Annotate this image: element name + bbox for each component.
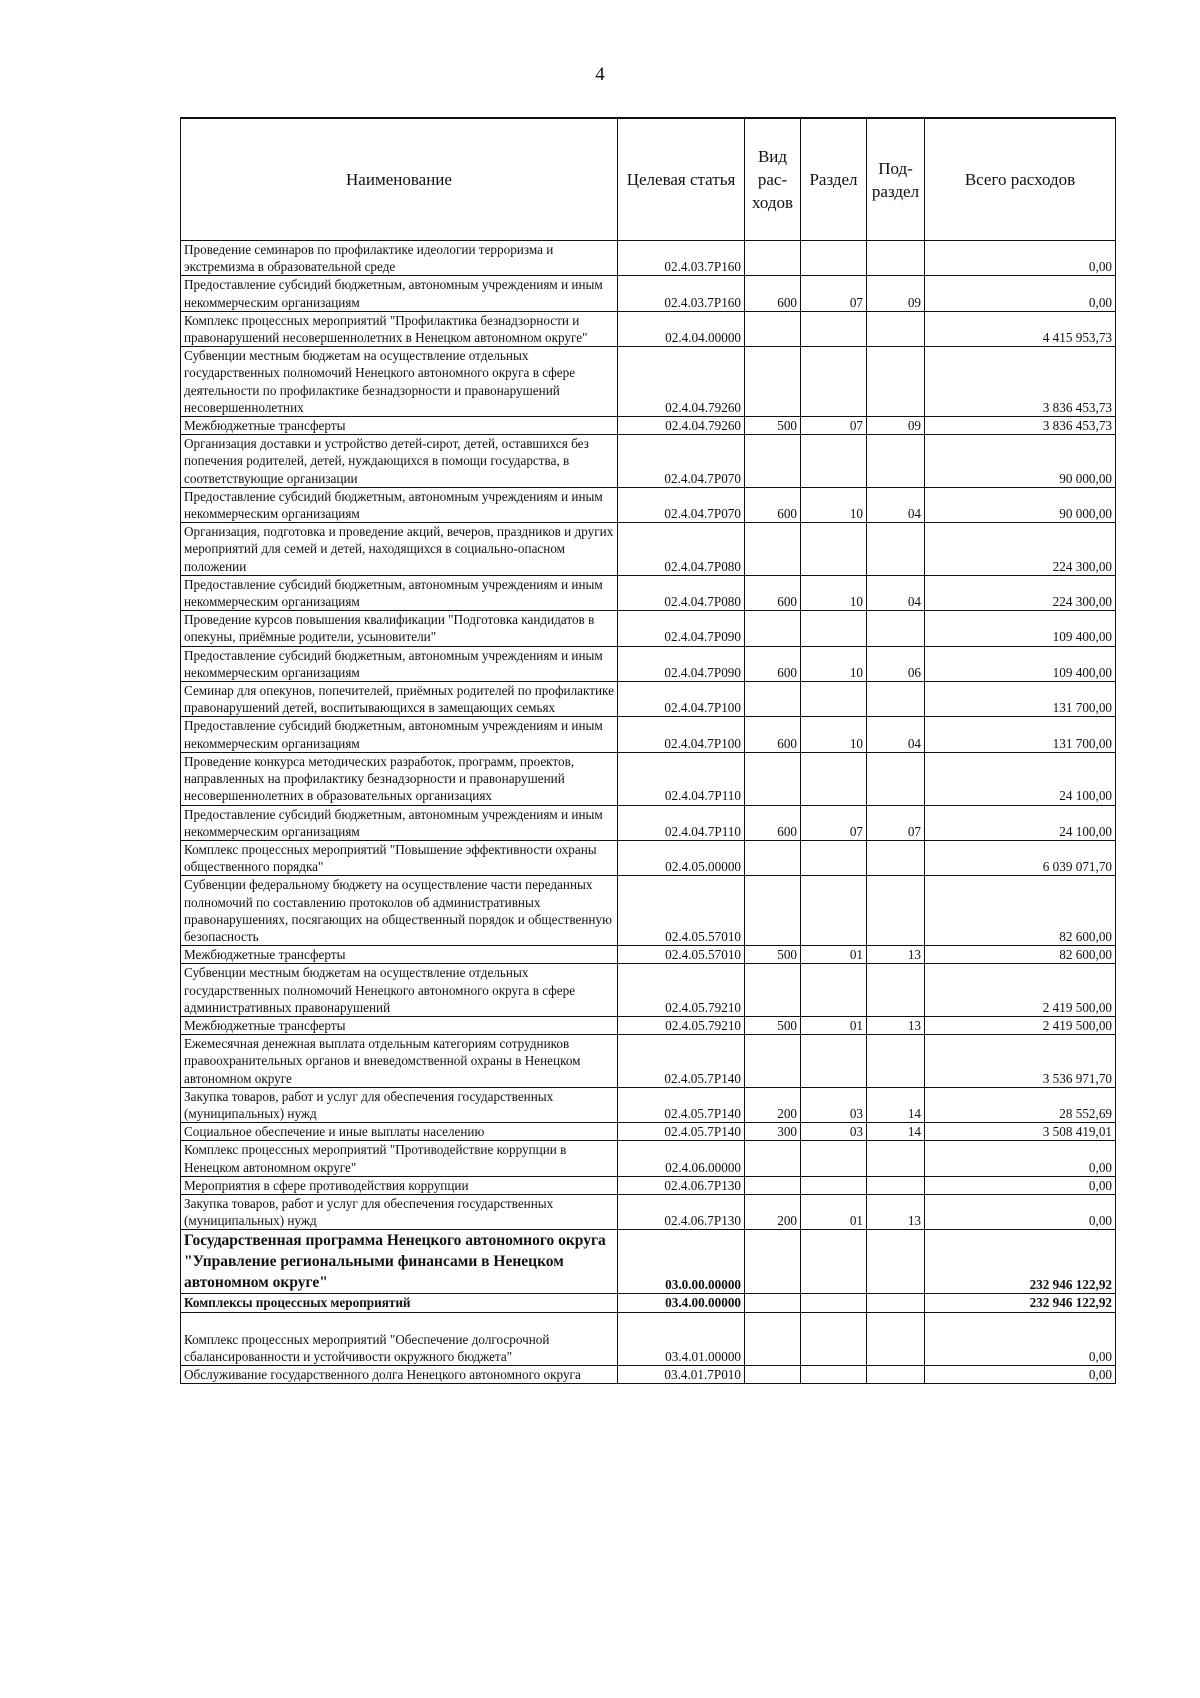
- row-total: 82 600,00: [925, 876, 1116, 946]
- row-subsection: [867, 964, 925, 1017]
- row-subsection: [867, 1365, 925, 1383]
- table-row: [181, 717, 1116, 752]
- row-section: [801, 876, 867, 946]
- row-section: 07: [801, 276, 867, 311]
- table-row: [181, 964, 1116, 1017]
- row-total: 4 415 953,73: [925, 311, 1116, 346]
- row-section: [801, 347, 867, 417]
- row-total: 0,00: [925, 1312, 1116, 1365]
- table-row: [181, 682, 1116, 717]
- row-total: 24 100,00: [925, 752, 1116, 805]
- row-subsection: 09: [867, 276, 925, 311]
- row-name: Семинар для опекунов, попечителей, приёмных родителей по профилактике правонарушений детей, воспитывающихся в замещающих семьях: [181, 682, 618, 717]
- table-row: [181, 1123, 1116, 1141]
- row-expense-type: [745, 241, 801, 276]
- table-row: [181, 1230, 1116, 1294]
- row-expense-type: [745, 435, 801, 488]
- row-expense-type: 600: [745, 487, 801, 522]
- row-expense-type: 600: [745, 575, 801, 610]
- row-subsection: 09: [867, 417, 925, 435]
- row-total: 0,00: [925, 276, 1116, 311]
- table-row: [181, 1194, 1116, 1229]
- table-row: [181, 611, 1116, 646]
- row-total: 131 700,00: [925, 717, 1116, 752]
- row-name: Обслуживание государственного долга Ненецкого автономного округа: [181, 1365, 618, 1383]
- row-target-code: 02.4.04.7Р070: [618, 435, 745, 488]
- table-row: [181, 311, 1116, 346]
- row-expense-type: 200: [745, 1087, 801, 1122]
- row-total: 131 700,00: [925, 682, 1116, 717]
- row-total: 0,00: [925, 1176, 1116, 1194]
- row-section: 10: [801, 575, 867, 610]
- row-subsection: 04: [867, 717, 925, 752]
- row-subsection: [867, 840, 925, 875]
- row-total: 109 400,00: [925, 646, 1116, 681]
- row-total: 2 419 500,00: [925, 1016, 1116, 1034]
- row-name: Предоставление субсидий бюджетным, автономным учреждениям и иным некоммерческим организациям: [181, 717, 618, 752]
- row-expense-type: 200: [745, 1194, 801, 1229]
- table-row: [181, 1176, 1116, 1194]
- row-expense-type: 600: [745, 646, 801, 681]
- page-number: 4: [595, 64, 605, 85]
- row-section: [801, 1294, 867, 1312]
- row-expense-type: 300: [745, 1123, 801, 1141]
- table-row: [181, 1035, 1116, 1088]
- row-section: [801, 311, 867, 346]
- row-name: Закупка товаров, работ и услуг для обеспечения государственных (муниципальных) нужд: [181, 1087, 618, 1122]
- row-expense-type: [745, 1035, 801, 1088]
- header-total-expenses: Всего расходов: [925, 118, 1116, 241]
- table-row: [181, 575, 1116, 610]
- row-section: [801, 435, 867, 488]
- row-expense-type: [745, 964, 801, 1017]
- row-name: Предоставление субсидий бюджетным, автономным учреждениям и иным некоммерческим организациям: [181, 487, 618, 522]
- row-subsection: 14: [867, 1123, 925, 1141]
- row-subsection: 04: [867, 487, 925, 522]
- row-subsection: [867, 241, 925, 276]
- row-total: 2 419 500,00: [925, 964, 1116, 1017]
- table-row: [181, 1294, 1116, 1312]
- row-target-code: 02.4.06.7Р130: [618, 1176, 745, 1194]
- table-header-row: [181, 118, 1116, 241]
- row-section: 01: [801, 1016, 867, 1034]
- table-row: [181, 876, 1116, 946]
- row-section: [801, 752, 867, 805]
- row-name: Социальное обеспечение и иные выплаты населению: [181, 1123, 618, 1141]
- row-expense-type: 600: [745, 717, 801, 752]
- row-section: [801, 1141, 867, 1176]
- row-total: 224 300,00: [925, 575, 1116, 610]
- row-section: [801, 1230, 867, 1294]
- row-total: 0,00: [925, 1194, 1116, 1229]
- table-row: [181, 241, 1116, 276]
- row-subsection: [867, 752, 925, 805]
- row-target-code: 03.4.01.7Р010: [618, 1365, 745, 1383]
- row-target-code: 02.4.05.7Р140: [618, 1035, 745, 1088]
- row-target-code: 02.4.03.7Р160: [618, 276, 745, 311]
- row-section: [801, 1312, 867, 1365]
- row-target-code: 02.4.04.7Р100: [618, 717, 745, 752]
- row-section: [801, 523, 867, 576]
- row-total: 82 600,00: [925, 946, 1116, 964]
- row-subsection: 13: [867, 1016, 925, 1034]
- row-expense-type: 600: [745, 805, 801, 840]
- row-name: Комплекс процессных мероприятий "Профилактика безнадзорности и правонарушений несовершеннолетних в Ненецком автономном округе": [181, 311, 618, 346]
- row-section: 10: [801, 717, 867, 752]
- row-name: Проведение курсов повышения квалификации "Подготовка кандидатов в опекуны, приёмные родители, усыновители": [181, 611, 618, 646]
- row-name: Закупка товаров, работ и услуг для обеспечения государственных (муниципальных) нужд: [181, 1194, 618, 1229]
- row-expense-type: [745, 1176, 801, 1194]
- row-name: Проведение семинаров по профилактике идеологии терроризма и экстремизма в образовательной среде: [181, 241, 618, 276]
- row-section: 10: [801, 487, 867, 522]
- row-total: 24 100,00: [925, 805, 1116, 840]
- row-section: 01: [801, 946, 867, 964]
- row-section: [801, 1035, 867, 1088]
- row-subsection: [867, 1294, 925, 1312]
- row-section: 10: [801, 646, 867, 681]
- row-expense-type: [745, 1294, 801, 1312]
- row-name: Комплексы процессных мероприятий: [181, 1294, 618, 1312]
- row-subsection: 07: [867, 805, 925, 840]
- row-section: 01: [801, 1194, 867, 1229]
- table-row: [181, 1312, 1116, 1365]
- row-expense-type: [745, 347, 801, 417]
- row-target-code: 02.4.04.7Р080: [618, 575, 745, 610]
- row-section: [801, 964, 867, 1017]
- row-total: 224 300,00: [925, 523, 1116, 576]
- row-name: Межбюджетные трансферты: [181, 417, 618, 435]
- row-name: Комплекс процессных мероприятий "Обеспечение долгосрочной сбалансированности и устойчивости окружного бюджета": [181, 1312, 618, 1365]
- budget-table: [180, 117, 1116, 1384]
- table-row: [181, 523, 1116, 576]
- row-section: [801, 1365, 867, 1383]
- header-name: Наименование: [181, 118, 618, 241]
- row-expense-type: 500: [745, 946, 801, 964]
- table-row: [181, 435, 1116, 488]
- row-target-code: 02.4.05.7Р140: [618, 1123, 745, 1141]
- row-name: Организация, подготовка и проведение акций, вечеров, праздников и других мероприятий для семей и детей, находящихся в социально-опасном положении: [181, 523, 618, 576]
- row-name: Проведение конкурса методических разработок, программ, проектов, направленных на профилактику безнадзорности и правонарушений несовершеннолетних в образовательных организациях: [181, 752, 618, 805]
- header-section: Раздел: [801, 118, 867, 241]
- row-target-code: 02.4.05.79210: [618, 1016, 745, 1034]
- row-target-code: 02.4.04.00000: [618, 311, 745, 346]
- row-expense-type: [745, 1230, 801, 1294]
- row-total: 3 508 419,01: [925, 1123, 1116, 1141]
- table-row: [181, 276, 1116, 311]
- row-total: 3 536 971,70: [925, 1035, 1116, 1088]
- row-target-code: 02.4.04.7Р100: [618, 682, 745, 717]
- row-expense-type: 500: [745, 417, 801, 435]
- row-target-code: 02.4.06.00000: [618, 1141, 745, 1176]
- row-expense-type: [745, 1312, 801, 1365]
- row-name: Предоставление субсидий бюджетным, автономным учреждениям и иным некоммерческим организациям: [181, 805, 618, 840]
- row-name: Организация доставки и устройство детей-сирот, детей, оставшихся без попечения родителей, детей, нуждающихся в помощи государства, в соответствующие организации: [181, 435, 618, 488]
- header-target-article: Целевая статья: [618, 118, 745, 241]
- row-target-code: 02.4.05.57010: [618, 946, 745, 964]
- row-expense-type: [745, 523, 801, 576]
- row-target-code: 02.4.04.7Р110: [618, 752, 745, 805]
- row-target-code: 02.4.05.79210: [618, 964, 745, 1017]
- row-subsection: [867, 1230, 925, 1294]
- row-expense-type: [745, 611, 801, 646]
- row-target-code: 02.4.03.7Р160: [618, 241, 745, 276]
- row-target-code: 02.4.05.00000: [618, 840, 745, 875]
- row-target-code: 02.4.04.79260: [618, 347, 745, 417]
- row-total: 0,00: [925, 1141, 1116, 1176]
- table-row: [181, 840, 1116, 875]
- row-target-code: 02.4.04.7Р080: [618, 523, 745, 576]
- table-row: [181, 1365, 1116, 1383]
- table-row: [181, 946, 1116, 964]
- row-total: 90 000,00: [925, 487, 1116, 522]
- row-total: 232 946 122,92: [925, 1294, 1116, 1312]
- table-row: [181, 417, 1116, 435]
- row-section: 03: [801, 1087, 867, 1122]
- table-body: [181, 241, 1116, 1384]
- row-expense-type: [745, 840, 801, 875]
- row-section: 07: [801, 805, 867, 840]
- row-section: [801, 840, 867, 875]
- row-total: 90 000,00: [925, 435, 1116, 488]
- row-subsection: [867, 523, 925, 576]
- row-subsection: 04: [867, 575, 925, 610]
- header-subsection: Под- раздел: [867, 118, 925, 241]
- table-row: [181, 347, 1116, 417]
- row-name: Комплекс процессных мероприятий "Повышение эффективности охраны общественного порядка": [181, 840, 618, 875]
- row-subsection: [867, 311, 925, 346]
- row-target-code: 02.4.04.7Р070: [618, 487, 745, 522]
- table-row: [181, 487, 1116, 522]
- row-expense-type: [745, 752, 801, 805]
- row-target-code: 03.4.01.00000: [618, 1312, 745, 1365]
- row-target-code: 03.0.00.00000: [618, 1230, 745, 1294]
- row-section: 03: [801, 1123, 867, 1141]
- row-target-code: 02.4.04.7Р090: [618, 611, 745, 646]
- row-target-code: 02.4.04.7Р110: [618, 805, 745, 840]
- row-total: 109 400,00: [925, 611, 1116, 646]
- row-expense-type: 600: [745, 276, 801, 311]
- row-total: 28 552,69: [925, 1087, 1116, 1122]
- table-row: [181, 805, 1116, 840]
- row-target-code: 02.4.05.57010: [618, 876, 745, 946]
- row-name: Субвенции местным бюджетам на осуществление отдельных государственных полномочий Ненецкого автономного округа в сфере деятельности по профилактике безнадзорности и правонарушений несовершеннолетних: [181, 347, 618, 417]
- row-target-code: 02.4.04.79260: [618, 417, 745, 435]
- row-target-code: 02.4.06.7Р130: [618, 1194, 745, 1229]
- row-section: [801, 1176, 867, 1194]
- row-name: Предоставление субсидий бюджетным, автономным учреждениям и иным некоммерческим организациям: [181, 575, 618, 610]
- row-name: Межбюджетные трансферты: [181, 946, 618, 964]
- row-expense-type: [745, 1365, 801, 1383]
- row-total: 0,00: [925, 241, 1116, 276]
- row-target-code: 02.4.04.7Р090: [618, 646, 745, 681]
- table-row: [181, 1016, 1116, 1034]
- row-section: 07: [801, 417, 867, 435]
- row-target-code: 03.4.00.00000: [618, 1294, 745, 1312]
- row-subsection: [867, 876, 925, 946]
- row-name: Комплекс процессных мероприятий "Противодействие коррупции в Ненецком автономном округе": [181, 1141, 618, 1176]
- row-subsection: [867, 1176, 925, 1194]
- row-subsection: [867, 1141, 925, 1176]
- row-section: [801, 241, 867, 276]
- row-subsection: 06: [867, 646, 925, 681]
- row-name: Мероприятия в сфере противодействия коррупции: [181, 1176, 618, 1194]
- row-total: 6 039 071,70: [925, 840, 1116, 875]
- row-name: Предоставление субсидий бюджетным, автономным учреждениям и иным некоммерческим организациям: [181, 646, 618, 681]
- row-subsection: [867, 1312, 925, 1365]
- row-total: 0,00: [925, 1365, 1116, 1383]
- row-subsection: [867, 611, 925, 646]
- row-total: 3 836 453,73: [925, 417, 1116, 435]
- row-section: [801, 611, 867, 646]
- row-subsection: 14: [867, 1087, 925, 1122]
- row-name: Государственная программа Ненецкого автономного округа "Управление региональными финансами в Ненецком автономном округе": [181, 1230, 618, 1294]
- table-row: [181, 646, 1116, 681]
- row-subsection: [867, 1035, 925, 1088]
- row-name: Ежемесячная денежная выплата отдельным категориям сотрудников правоохранительных органов и вневедомственной охраны в Ненецком автономном округе: [181, 1035, 618, 1088]
- table-row: [181, 1087, 1116, 1122]
- row-expense-type: [745, 876, 801, 946]
- row-target-code: 02.4.05.7Р140: [618, 1087, 745, 1122]
- row-expense-type: [745, 1141, 801, 1176]
- row-total: 3 836 453,73: [925, 347, 1116, 417]
- header-expense-type: Вид рас- ходов: [745, 118, 801, 241]
- row-expense-type: [745, 311, 801, 346]
- row-section: [801, 682, 867, 717]
- row-total: 232 946 122,92: [925, 1230, 1116, 1294]
- row-subsection: [867, 682, 925, 717]
- table-row: [181, 752, 1116, 805]
- row-subsection: [867, 435, 925, 488]
- row-subsection: 13: [867, 946, 925, 964]
- row-name: Субвенции федеральному бюджету на осуществление части переданных полномочий по составлению протоколов об административных правонарушениях, посягающих на общественный порядок и общественную безопасность: [181, 876, 618, 946]
- row-name: Предоставление субсидий бюджетным, автономным учреждениям и иным некоммерческим организациям: [181, 276, 618, 311]
- row-subsection: 13: [867, 1194, 925, 1229]
- row-expense-type: 500: [745, 1016, 801, 1034]
- row-expense-type: [745, 682, 801, 717]
- row-name: Субвенции местным бюджетам на осуществление отдельных государственных полномочий Ненецкого автономного округа в сфере административных правонарушений: [181, 964, 618, 1017]
- row-subsection: [867, 347, 925, 417]
- row-name: Межбюджетные трансферты: [181, 1016, 618, 1034]
- table-row: [181, 1141, 1116, 1176]
